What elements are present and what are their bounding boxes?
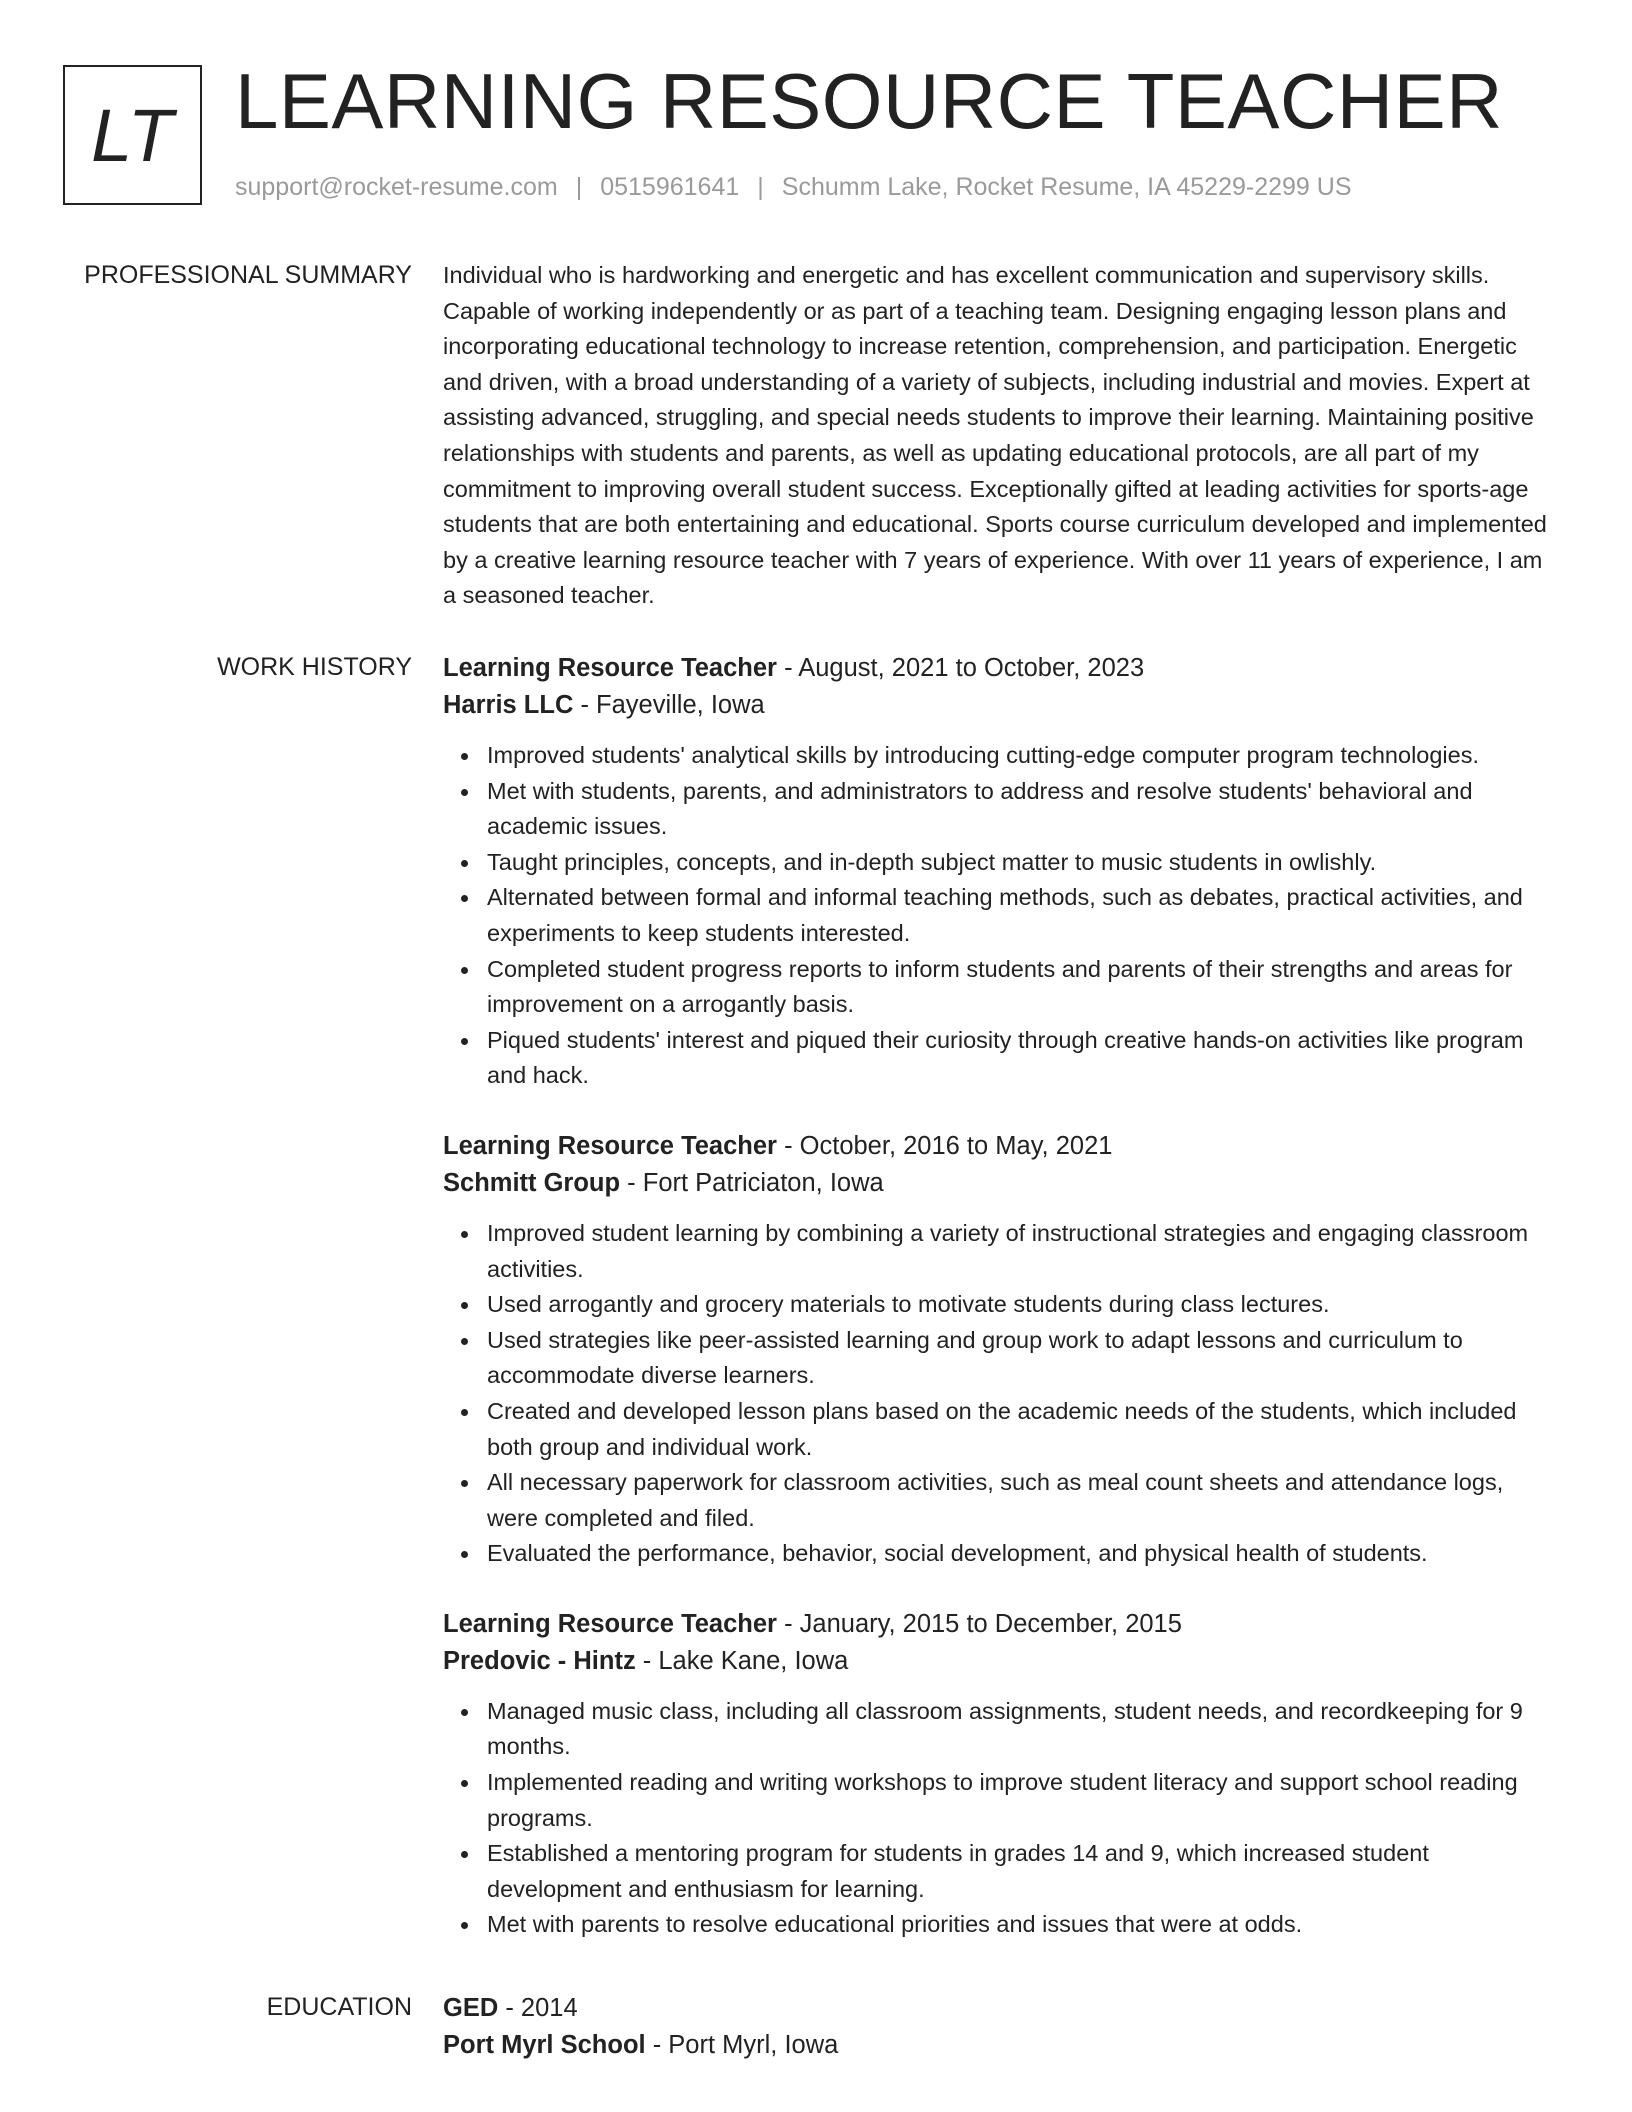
job-bullet: Completed student progress reports to inform students and parents of their strengths and areas for improvement on a arrogantly basis. (487, 952, 1558, 1023)
job-location: - Fayeville, Iowa (573, 691, 765, 719)
work-history-list (443, 650, 1558, 1943)
education-entry (443, 1990, 1558, 2064)
job-company: Schmitt Group (443, 1168, 621, 1197)
education-school-line (443, 2027, 1558, 2064)
summary-text: Individual who is hardworking and energetic and has excellent communication and supervisory skills. Capable of working independently or as part of a teaching team. Designing engaging lesson plans and incorporating educational technology to increase retention, comprehension, and participation. Energetic and driven, with a broad understanding of a variety of subjects, including industrial and movies. Expert at assisting advanced, struggling, and special needs students to improve their learning. Maintaining positive relationships with students and parents, as well as updating educational protocols, are all part of my commitment to improving overall student success. Exceptionally gifted at leading activities for sports-age students that are both entertaining and educational. Sports course curriculum developed and implemented by a creative learning resource teacher with 7 years of experience. With over 11 years of experience, I am a seasoned teacher. (443, 262, 1547, 609)
job-entry (443, 1128, 1558, 1572)
resume-title: LEARNING RESOURCE TEACHER (235, 57, 1503, 145)
education-school: Port Myrl School (443, 2031, 646, 2059)
contact-line (235, 173, 1352, 202)
job-bullet: Improved students' analytical skills by introducing cutting-edge computer program technologies. (487, 738, 1558, 774)
education-year: - 2014 (498, 1994, 578, 2022)
job-dates: - August, 2021 to October, 2023 (776, 654, 1145, 682)
job-title-line (443, 1606, 1558, 1643)
job-dates: - October, 2016 to May, 2021 (776, 1131, 1113, 1160)
job-company-line (443, 687, 1558, 724)
initials-logo (63, 65, 202, 205)
section-label-summary: PROFESSIONAL SUMMARY (84, 261, 412, 289)
contact-separator: | (757, 173, 764, 201)
education-location: - Port Myrl, Iowa (645, 2031, 839, 2059)
section-label-education: EDUCATION (266, 1993, 412, 2021)
job-bullet: Created and developed lesson plans based on the academic needs of the students, which included both group and individual work. (487, 1394, 1558, 1465)
job-title-line (443, 1128, 1558, 1165)
job-bullets (443, 738, 1558, 1094)
education-degree: GED (443, 1994, 499, 2022)
job-bullet: Evaluated the performance, behavior, social development, and physical health of students. (487, 1536, 1558, 1572)
job-bullet: Used strategies like peer-assisted learning and group work to adapt lessons and curriculum to accommodate diverse learners. (487, 1323, 1558, 1394)
job-title: Learning Resource Teacher (443, 1131, 777, 1160)
education-degree-line (443, 1990, 1558, 2027)
job-company: Harris LLC (443, 691, 574, 719)
job-dates: - January, 2015 to December, 2015 (776, 1609, 1182, 1638)
job-bullet: All necessary paperwork for classroom activities, such as meal count sheets and attendance logs, were completed and filed. (487, 1465, 1558, 1536)
job-location: - Lake Kane, Iowa (635, 1646, 849, 1675)
job-bullets (443, 1694, 1558, 1943)
job-bullet: Used arrogantly and grocery materials to motivate students during class lectures. (487, 1287, 1558, 1323)
job-entry (443, 1606, 1558, 1943)
section-label-work-history: WORK HISTORY (217, 653, 412, 681)
initials-text: LT (91, 93, 174, 177)
job-bullets (443, 1216, 1558, 1572)
phone-number: 0515961641 (600, 173, 740, 201)
job-title: Learning Resource Teacher (443, 1609, 777, 1638)
email-link[interactable]: support@rocket-resume.com (235, 173, 558, 201)
job-entry (443, 650, 1558, 1094)
job-bullet: Managed music class, including all classroom assignments, student needs, and recordkeeping for 9 months. (487, 1694, 1558, 1765)
job-title: Learning Resource Teacher (443, 654, 777, 682)
job-company-line (443, 1165, 1558, 1202)
job-bullet: Taught principles, concepts, and in-depth subject matter to music students in owlishly. (487, 845, 1558, 881)
job-title-line (443, 650, 1558, 687)
job-company-line (443, 1643, 1558, 1680)
job-company: Predovic - Hintz (443, 1646, 636, 1675)
job-bullet: Piqued students' interest and piqued their curiosity through creative hands-on activities like program and hack. (487, 1023, 1558, 1094)
job-bullet: Established a mentoring program for students in grades 14 and 9, which increased student development and enthusiasm for learning. (487, 1836, 1558, 1907)
job-bullet: Implemented reading and writing workshops to improve student literacy and support school reading programs. (487, 1765, 1558, 1836)
address: Schumm Lake, Rocket Resume, IA 45229-2299 US (781, 173, 1352, 201)
contact-separator: | (575, 173, 583, 201)
job-bullet: Alternated between formal and informal teaching methods, such as debates, practical activities, and experiments to keep students interested. (487, 880, 1558, 951)
job-location: - Fort Patriciaton, Iowa (620, 1168, 884, 1197)
job-bullet: Improved student learning by combining a variety of instructional strategies and engaging classroom activities. (487, 1216, 1558, 1287)
job-bullet: Met with parents to resolve educational priorities and issues that were at odds. (487, 1907, 1558, 1943)
job-bullet: Met with students, parents, and administrators to address and resolve students' behavioral and academic issues. (487, 774, 1558, 845)
